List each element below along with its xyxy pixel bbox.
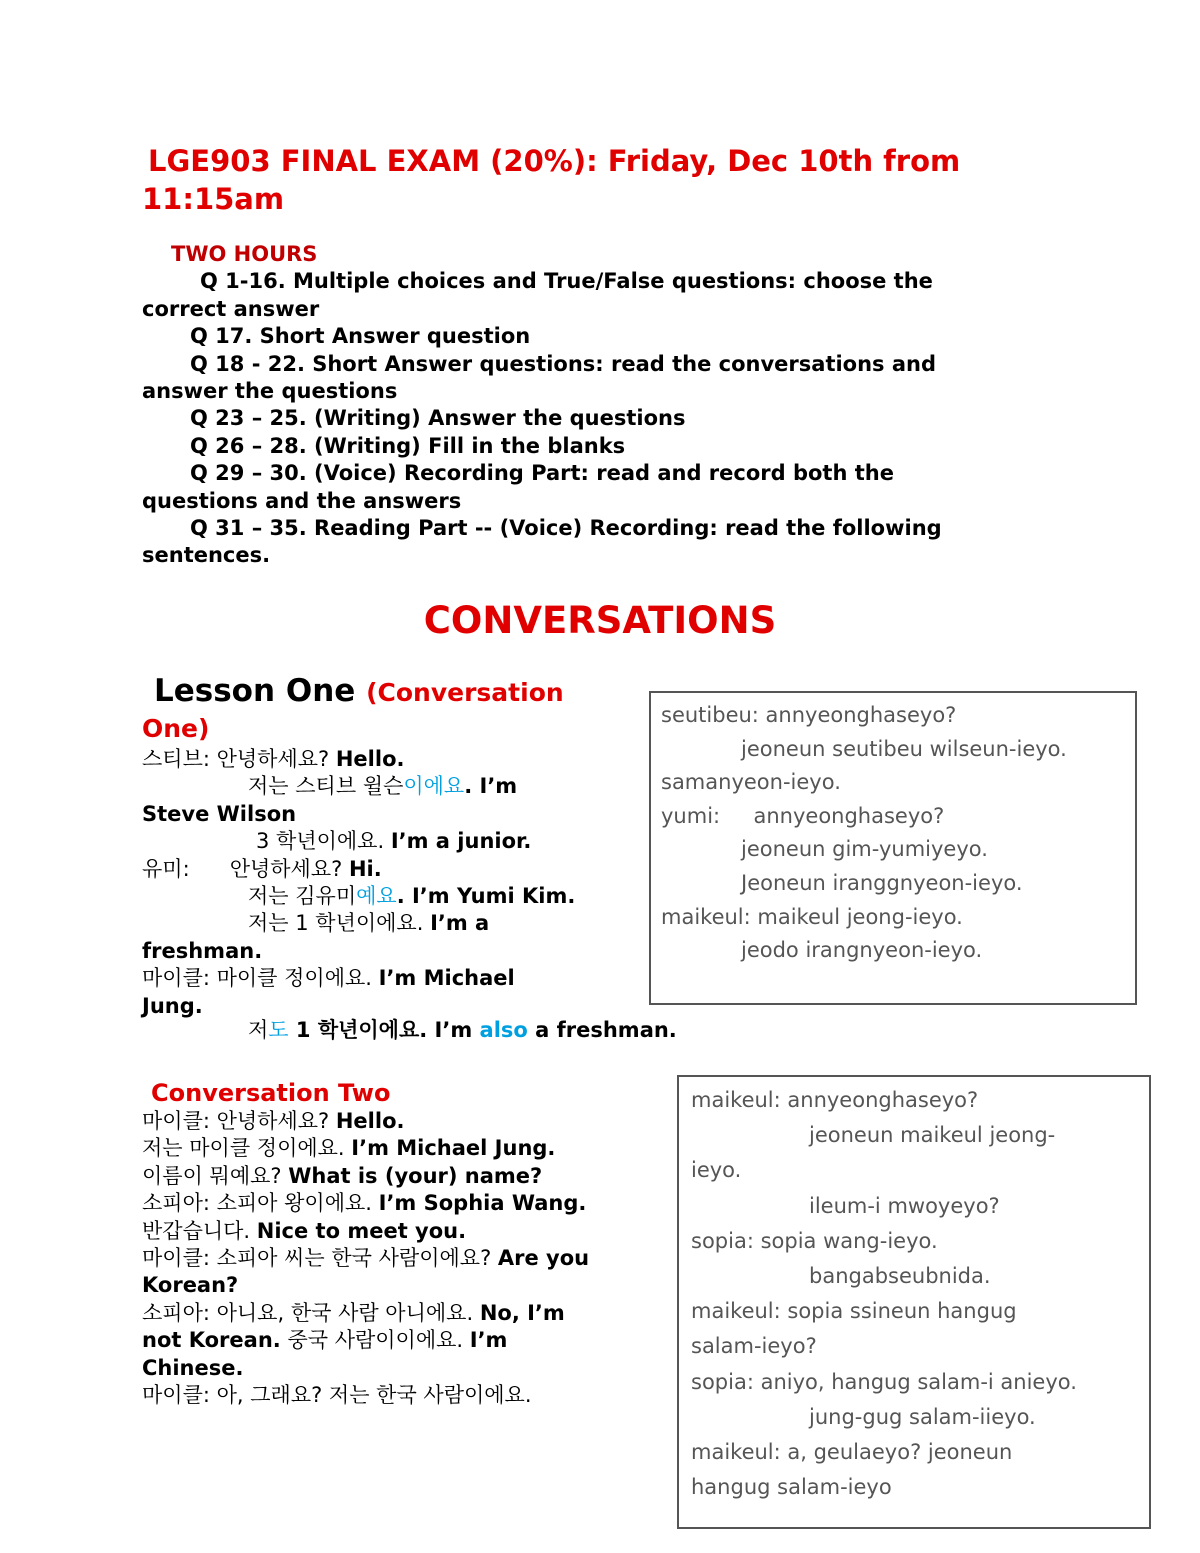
- highlighted-korean-text: 예요: [356, 884, 397, 909]
- korean-text: 이름이 뭐예요?: [142, 1163, 289, 1188]
- dialogue-line: freshman.: [142, 938, 263, 963]
- exam-title: [142, 142, 1082, 218]
- romanization-line: samanyeon-ieyo.: [661, 770, 841, 795]
- korean-text: 저는 스티브 윌슨: [248, 774, 404, 799]
- exam-overview: [142, 241, 1102, 570]
- highlighted-english-text: also: [479, 1018, 528, 1042]
- question-group-6b: questions and the answers: [142, 488, 462, 513]
- dialogue-line: [142, 1108, 662, 1135]
- exam-title-line-1: LGE903 FINAL EXAM (20%): Friday, Dec 10th from: [148, 144, 961, 178]
- exam-duration: TWO HOURS: [171, 242, 318, 266]
- question-group-3a: Q 18 - 22. Short Answer questions: read the conversations and: [190, 351, 937, 376]
- romanization-line: seutibeu: annyeonghaseyo?: [661, 703, 957, 727]
- korean-text: 스티브: 안녕하세요?: [142, 747, 336, 771]
- english-text: . I’m: [464, 774, 518, 799]
- romanization-line: jeoneun maikeul jeong-: [809, 1123, 1056, 1148]
- lesson-one-subtitle-b: One): [142, 714, 210, 743]
- english-text: Hello.: [335, 747, 405, 771]
- conversations-heading: CONVERSATIONS: [423, 599, 777, 642]
- dialogue-line: Korean?: [142, 1273, 239, 1298]
- dialogue-line: [142, 828, 632, 855]
- romanization-box-conversation-two: [677, 1075, 1151, 1529]
- dialogue-line: [142, 1190, 662, 1217]
- question-group-3b: answer the questions: [142, 379, 398, 404]
- question-group-1a: Q 1-16. Multiple choices and True/False questions: choose the: [200, 269, 933, 294]
- english-text: Yumi Kim.: [449, 884, 576, 909]
- question-group-6a: Q 29 – 30. (Voice) Recording Part: read and record both the: [190, 461, 894, 486]
- dialogue-line: [142, 883, 632, 910]
- english-text: What is (your) name?: [288, 1163, 543, 1188]
- english-text: Hello.: [335, 1109, 405, 1133]
- english-text: I’m Michael: [378, 966, 515, 991]
- romanization-line: ileum-i mwoyeyo?: [809, 1193, 1000, 1218]
- english-text: Nice to meet you.: [256, 1218, 467, 1243]
- lesson-one-title: Lesson One: [154, 673, 356, 709]
- english-text: . I’m: [396, 884, 450, 909]
- korean-text: 소피아: 소피아 왕이에요.: [142, 1191, 379, 1216]
- exam-title-line-2: 11:15am: [142, 182, 285, 216]
- dialogue-line: [142, 1218, 662, 1245]
- lesson-one-title-row: [142, 672, 632, 712]
- romanization-line: sopia: sopia wang-ieyo.: [691, 1228, 938, 1253]
- dialogue-line: [248, 1017, 677, 1044]
- dialogue-line: [142, 1135, 662, 1162]
- romanization-line: maikeul: maikeul jeong-ieyo.: [661, 904, 963, 929]
- romanization-line: jeoneun seutibeu wilseun-ieyo.: [741, 736, 1067, 761]
- english-text: Hi.: [348, 856, 382, 881]
- lesson-one-subtitle-a: (Conversation: [366, 678, 564, 707]
- english-text: No, I’m: [479, 1300, 565, 1325]
- english-text: Are you: [497, 1246, 590, 1271]
- dialogue-line: [142, 910, 632, 937]
- english-text: not Korean.: [142, 1328, 281, 1353]
- dialogue-line: [142, 1245, 662, 1272]
- dialogue-line: [142, 856, 632, 883]
- romanization-line: sopia: aniyo, hangug salam-i anieyo.: [691, 1369, 1077, 1394]
- korean-text: 유미: 안녕하세요?: [142, 856, 349, 881]
- korean-text: 저는 마이클 정이에요.: [142, 1136, 352, 1161]
- english-text: I’m Michael Jung.: [351, 1136, 556, 1161]
- korean-text: 저는 김유미: [248, 884, 357, 909]
- english-text: I’m Sophia Wang.: [378, 1191, 587, 1216]
- romanization-line: jeoneun gim-yumiyeyo.: [741, 837, 988, 862]
- dialogue-line: [142, 1163, 662, 1190]
- dialogue-line: [142, 773, 632, 800]
- english-text: I’m a: [430, 911, 490, 936]
- english-text: I’m: [469, 1328, 508, 1353]
- korean-text: 저: [248, 1018, 269, 1042]
- romanization-line: maikeul: sopia ssineun hangug: [691, 1299, 1017, 1324]
- dialogue-line: 마이클: 아, 그래요? 저는 한국 사람이에요.: [142, 1383, 532, 1408]
- romanization-box-lesson-one: [649, 691, 1137, 1005]
- romanization-line: maikeul: a, geulaeyo? jeoneun: [691, 1440, 1013, 1465]
- romanization-line: jeodo irangnyeon-ieyo.: [741, 938, 983, 963]
- dialogue-line: Steve Wilson: [142, 801, 297, 826]
- question-group-4: Q 23 – 25. (Writing) Answer the questions: [190, 406, 686, 431]
- question-group-1b: correct answer: [142, 296, 320, 321]
- korean-text: 중국 사람이이에요.: [280, 1328, 470, 1353]
- question-group-2: Q 17. Short Answer question: [190, 324, 531, 349]
- dialogue-line: Jung.: [142, 993, 203, 1018]
- conversation-two-title: Conversation Two: [151, 1079, 391, 1107]
- romanization-line: salam-ieyo?: [691, 1334, 817, 1359]
- korean-text: 저는 1 학년이에요.: [248, 911, 431, 936]
- korean-text: 마이클: 소피아 씨는 한국 사람이에요?: [142, 1246, 498, 1271]
- korean-text: 마이클: 안녕하세요?: [142, 1109, 336, 1133]
- dialogue-line: Chinese.: [142, 1355, 244, 1380]
- highlighted-korean-text: 이에요: [403, 774, 465, 799]
- question-group-7b: sentences.: [142, 543, 271, 568]
- dialogue-line: [142, 1327, 662, 1354]
- romanization-line: yumi: annyeonghaseyo?: [661, 803, 945, 828]
- question-group-7a: Q 31 – 35. Reading Part -- (Voice) Recording: read the following: [190, 516, 942, 541]
- dialogue-line: [142, 965, 632, 992]
- conversation-two-section: [142, 1078, 662, 1409]
- lesson-one-section: [142, 672, 632, 1020]
- romanization-line: bangabseubnida.: [809, 1264, 991, 1289]
- romanization-line: jung-gug salam-iieyo.: [809, 1404, 1036, 1429]
- dialogue-line: [142, 1300, 662, 1327]
- english-text: 1 학년이에요. I’m: [288, 1018, 480, 1042]
- romanization-line: maikeul: annyeonghaseyo?: [691, 1088, 979, 1112]
- romanization-line: hangug salam-ieyo: [691, 1475, 892, 1500]
- english-text: a freshman.: [527, 1018, 677, 1042]
- highlighted-korean-text: 도: [268, 1018, 289, 1042]
- korean-text: 3 학년이에요.: [256, 829, 391, 854]
- dialogue-line: [142, 746, 632, 773]
- korean-text: 반갑습니다.: [142, 1218, 257, 1243]
- korean-text: 소피아: 아니요, 한국 사람 아니에요.: [142, 1300, 480, 1325]
- romanization-line: Jeoneun iranggnyeon-ieyo.: [741, 870, 1023, 895]
- korean-text: 마이클: 마이클 정이에요.: [142, 966, 379, 991]
- english-text: I’m a junior.: [390, 829, 532, 854]
- romanization-line: ieyo.: [691, 1158, 742, 1183]
- question-group-5: Q 26 – 28. (Writing) Fill in the blanks: [190, 433, 626, 458]
